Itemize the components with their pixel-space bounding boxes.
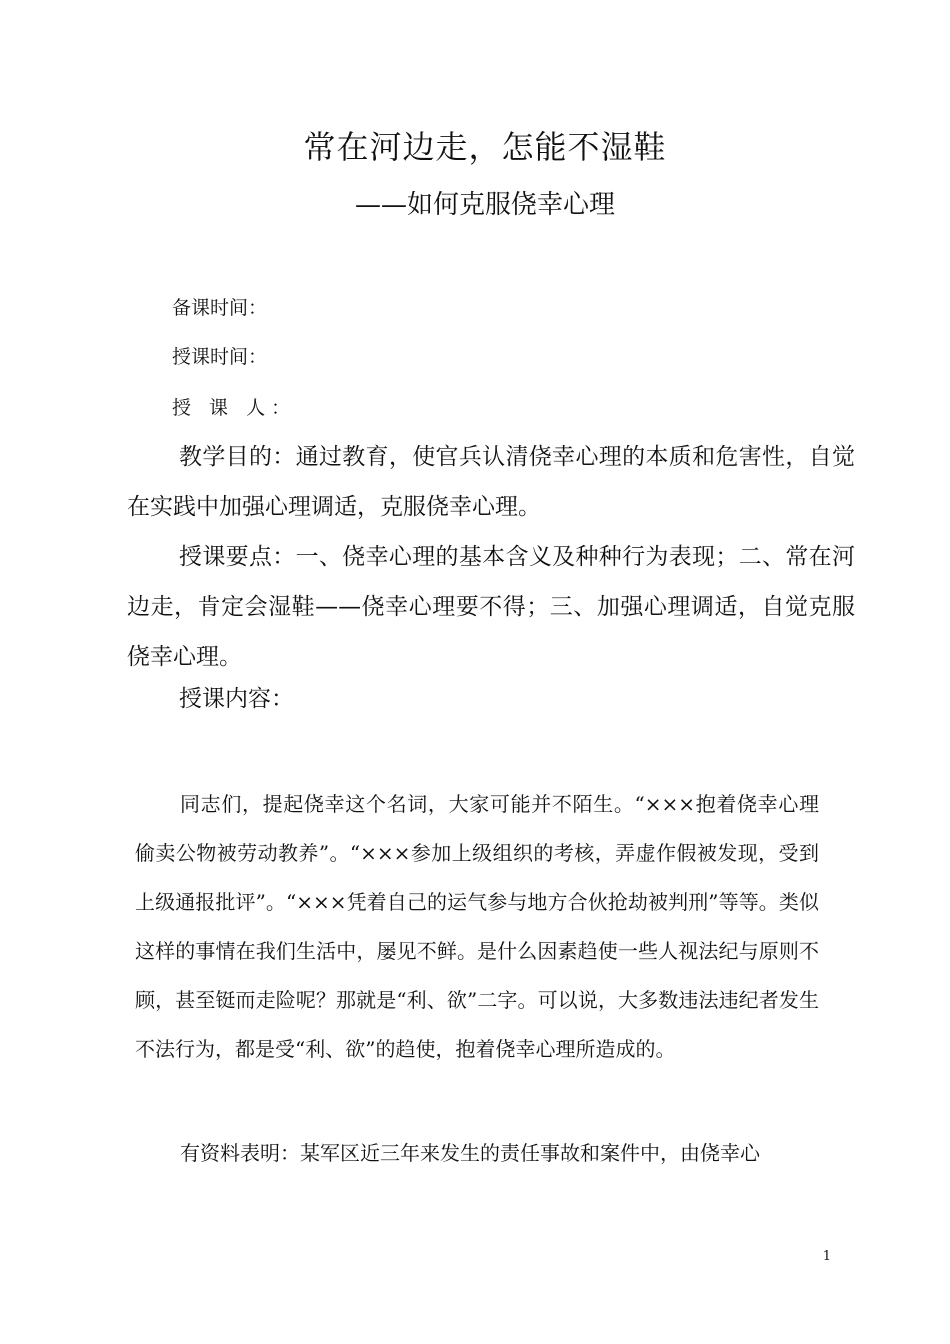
body-paragraph-1: 同志们，提起侥幸这个名词，大家可能并不陌生。“×××抱着侥幸心理偷卖公物被劳动教养”。“×××参加上级组织的考核，弄虚作假被发现，受到上级通报批评”。“×××凭着自己的运气参与地方合伙抢劫被判刑”等等。类似这样的事情在我们生活中，屡见不鲜。是什么因素趋使一些人视法纪与原则不顾，甚至铤而走险呢？那就是“利、欲”二字。可以说，大多数违法违纪者发生不法行为，都是受“利、欲”的趋使，抱着侥幸心理所造成的。 (135, 792, 819, 1061)
teaching-goal-paragraph: 教学目的：通过教育，使官兵认清侥幸心理的本质和危害性，自觉在实践中加强心理调适，克服侥幸心理。 (127, 444, 855, 520)
document-subtitle: ——如何克服侥幸心理 (354, 190, 615, 220)
key-points-paragraph: 授课要点：一、侥幸心理的基本含义及种种行为表现；二、常在河边走，肯定会湿鞋——侥幸心理要不得；三、加强心理调适，自觉克服侥幸心理。 (127, 544, 855, 670)
content-label: 授课内容： (179, 686, 294, 712)
teach-time-label: 授课时间： (172, 346, 268, 368)
teacher-label: 授 课 人： (172, 397, 297, 419)
prep-time-label: 备课时间： (172, 297, 268, 319)
body-paragraph-2: 有资料表明：某军区近三年来发生的责任事故和案件中，由侥幸心 (180, 1141, 760, 1165)
document-title: 常在河边走，怎能不湿鞋 (303, 128, 667, 166)
page-number: 1 (822, 1249, 831, 1264)
